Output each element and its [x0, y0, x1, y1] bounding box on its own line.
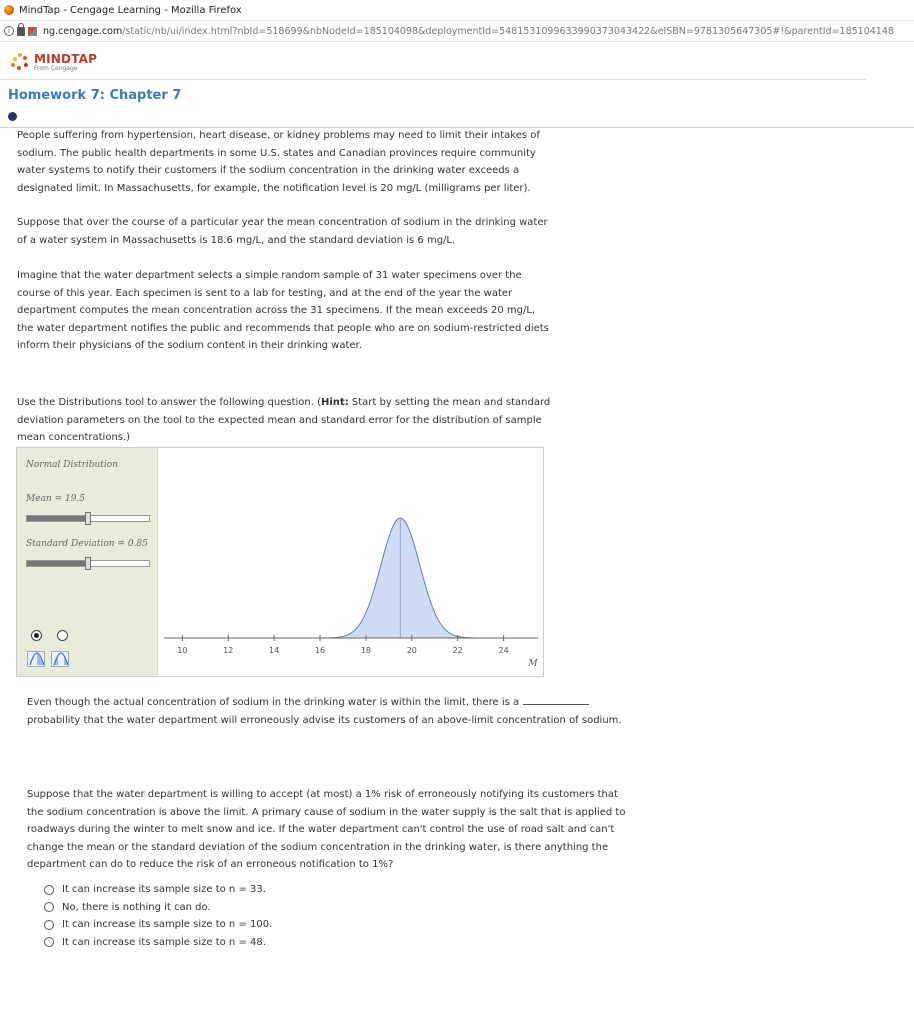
two-tail-icon[interactable]: [51, 651, 69, 667]
lock-icon[interactable]: [17, 27, 25, 36]
normal-distribution-chart[interactable]: [158, 448, 544, 676]
mean-slider[interactable]: [26, 515, 150, 522]
sd-slider-fill: [27, 561, 88, 566]
x-tick-label: 22: [452, 646, 463, 655]
mindtap-logo-icon[interactable]: [10, 52, 30, 72]
sd-slider-thumb[interactable]: [85, 557, 91, 570]
choice-n48[interactable]: [44, 934, 272, 952]
choice-label: It can increase its sample size to n = 100.: [62, 919, 273, 931]
hint-label: Hint:: [321, 397, 349, 408]
radio-button[interactable]: [44, 937, 54, 947]
x-tick-label: 16: [314, 646, 326, 655]
probability-answer-blank[interactable]: [523, 695, 589, 705]
x-axis-label: M: [528, 659, 538, 669]
logo-title: MINDTAP: [34, 51, 98, 66]
x-tick-label: 18: [360, 646, 372, 655]
logo-subtitle: From Cengage: [34, 64, 78, 72]
problem-paragraph-1: People suffering from hypertension, heart disease, or kidney problems may need to limit their intakes of sodium. The public health departments in some U.S. states and Canadian provinces require community water systems to notify their customers if the sodium concentration in the drinking water exceeds a designated limit. In Massachusetts, for example, the notification level is 20 mg/L (milligrams per liter).: [17, 130, 540, 194]
x-tick-label: 20: [406, 646, 417, 655]
question-1-text-pre: Even though the actual concentration of sodium in the drinking water is within the limit, there is a: [27, 697, 520, 708]
question-2: Suppose that the water department is willing to accept (at most) a 1% risk of erroneously notifying its customers that the sodium concentration is above the limit. A primary cause of sodium in the water supply is the salt that is applied to roadways during the winter to melt snow and ice. If the water department can't control the use of road salt and can't change the mean or the standard deviation of the sodium concentration in the drinking water, is there anything the department can do to reduce the risk of an erroneous notification to 1%?: [27, 789, 626, 870]
firefox-icon: [4, 5, 14, 15]
sd-label: Standard Deviation = 0.85: [26, 539, 148, 549]
info-icon[interactable]: i: [4, 26, 14, 36]
problem-paragraph-2: Suppose that over the course of a particular year the mean concentration of sodium in the drinking water of a water system in Massachusetts is 18.6 mg/L, and the standard deviation is 6 mg/L.: [17, 217, 548, 246]
instruction-paragraph: [17, 394, 552, 447]
choice-label: No, there is nothing it can do.: [62, 901, 211, 913]
page-title: Homework 7: Chapter 7: [8, 88, 182, 103]
area-mode-radio[interactable]: [31, 630, 42, 641]
mean-label: Mean = 19.5: [26, 494, 86, 504]
window-titlebar: [0, 0, 914, 20]
distributions-tool: [16, 447, 544, 677]
radio-button[interactable]: [44, 885, 54, 895]
question-1: [27, 694, 627, 729]
distribution-area: [164, 518, 538, 638]
x-tick-label: 12: [223, 646, 234, 655]
app-header: [0, 44, 866, 80]
address-bar[interactable]: [0, 20, 914, 42]
mixed-content-icon[interactable]: [28, 27, 37, 36]
x-tick-label: 10: [177, 646, 188, 655]
url-path[interactable]: /static/nb/ui/index.html?nbId=518699&nbNodeId=185104098&deploymentId=5481531099633990373043422&eISBN=9781305647305#!&parentId=185104148: [122, 25, 894, 37]
radio-button[interactable]: [44, 920, 54, 930]
url-domain[interactable]: ng.cengage.com: [43, 25, 123, 37]
x-tick-label: 24: [498, 646, 509, 655]
choice-nothing[interactable]: [44, 899, 272, 917]
choice-label: It can increase its sample size to n = 33.: [62, 884, 266, 896]
point-mode-radio[interactable]: [57, 630, 68, 641]
mean-slider-thumb[interactable]: [85, 512, 91, 525]
choice-n100[interactable]: [44, 916, 272, 934]
window-title: MindTap - Cengage Learning - Mozilla Firefox: [19, 4, 242, 16]
distribution-curve: [164, 518, 538, 638]
instruction-text: Use the Distributions tool to answer the following question. (: [17, 397, 321, 408]
choice-n33[interactable]: [44, 881, 272, 899]
chat-icon[interactable]: [8, 112, 17, 121]
hint-text: Start by setting the mean and standard deviation parameters on the tool to the expected mean and standard error for the distribution of sample mean concentrations.): [17, 397, 551, 443]
answer-choices: [44, 881, 272, 951]
question-1-text-post: probability that the water department will erroneously advise its customers of an above-limit concentration of sodium.: [27, 714, 622, 726]
one-tail-icon[interactable]: [27, 651, 45, 667]
panel-title: Normal Distribution: [26, 460, 119, 470]
tool-control-panel: [17, 448, 158, 676]
sd-slider[interactable]: [26, 560, 150, 567]
radio-button[interactable]: [44, 902, 54, 912]
x-tick-label: 14: [269, 646, 280, 655]
choice-label: It can increase its sample size to n = 48.: [62, 936, 266, 948]
mindtap-logo[interactable]: [34, 52, 97, 72]
problem-paragraph-3: Imagine that the water department selects a simple random sample of 31 water specimens over the course of this year. Each specimen is sent to a lab for testing, and at the end of the year the water department computes the mean concentration across the 31 specimens. If the mean exceeds 20 mg/L, the water department notifies the public and recommends that people who are on sodium-restricted diets inform their physicians of the sodium content in their drinking water.: [17, 270, 549, 351]
mean-slider-fill: [27, 516, 88, 521]
